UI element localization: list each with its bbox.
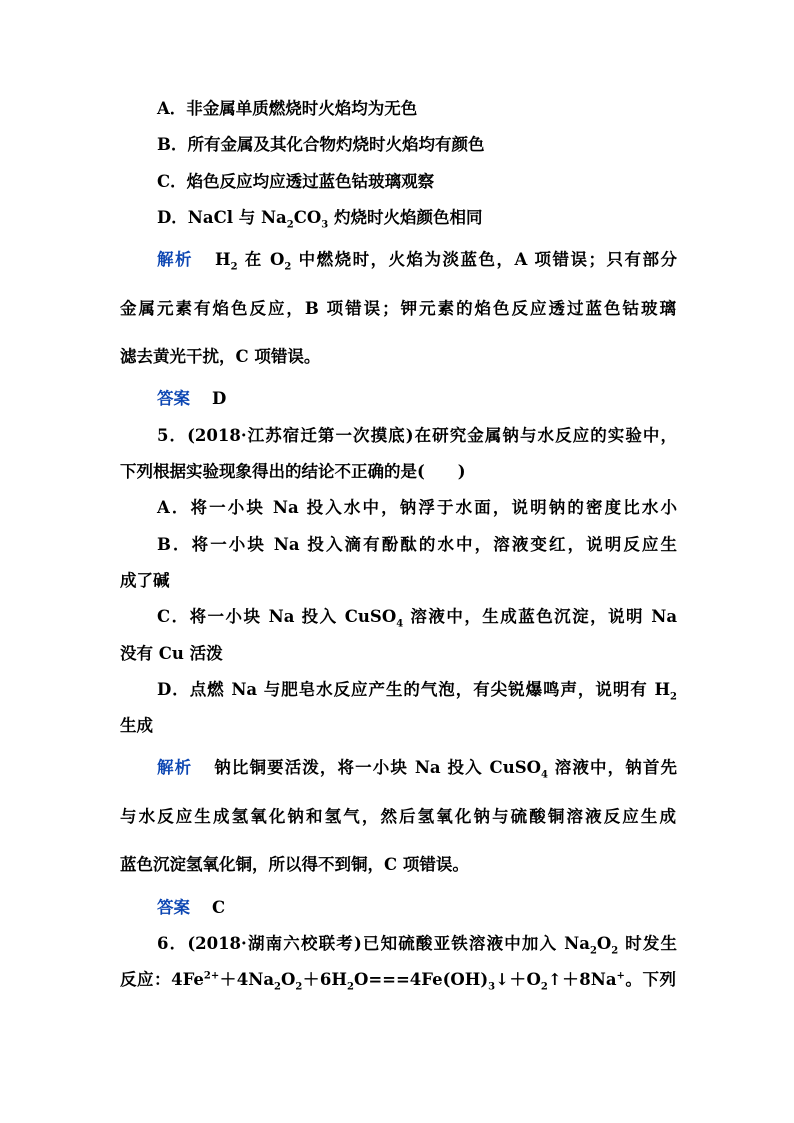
text-seg: 。下列	[624, 970, 676, 989]
subscript: 4	[540, 769, 548, 781]
q5-analysis-line-1	[157, 757, 677, 779]
answer-value: D	[212, 389, 227, 408]
subscript: 2	[540, 981, 548, 993]
q4-option-c: C．焰色反应均应透过蓝色钴玻璃观察	[157, 172, 435, 191]
subscript: 3	[488, 981, 496, 993]
subscript: 2	[230, 261, 238, 273]
q4-analysis-line-3: 滤去黄光干扰，C 项错误。	[120, 347, 321, 366]
subscript: 2	[284, 261, 292, 273]
q5-option-c-line-2: 没有 Cu 活泼	[120, 644, 223, 663]
q5-analysis-line-2: 与水反应生成氢氧化钠和氢气，然后氢氧化钠与硫酸铜溶液反应生成	[120, 807, 676, 826]
q5-option-d-line-1	[157, 679, 677, 701]
text-seg: D．点燃 Na 与肥皂水反应产生的气泡，有尖锐爆鸣声，说明有 H	[157, 680, 671, 699]
analysis-label: 解析	[157, 758, 193, 777]
q4-answer	[157, 388, 677, 410]
text-seg: 6．(2018·湖南六校联考)已知硫酸亚铁溶液中加入 Na	[157, 934, 590, 953]
text-seg: 反应：4Fe	[120, 970, 204, 989]
subscript: 2	[274, 981, 281, 993]
q6-stem-line-1	[157, 933, 677, 955]
subscript: 2	[295, 981, 303, 993]
text-seg: O===4Fe(OH)	[353, 970, 489, 989]
q4-option-b: B．所有金属及其化合物灼烧时火焰均有颜色	[157, 135, 485, 154]
subscript: 4	[396, 618, 404, 630]
q5-analysis-line-3: 蓝色沉淀氢氧化铜，所以得不到铜，C 项错误。	[120, 855, 469, 874]
subscript: 2	[670, 691, 677, 703]
text-seg: D．NaCl 与 Na	[157, 208, 287, 227]
text-seg: ↓＋O	[495, 970, 541, 989]
superscript: +	[616, 970, 625, 982]
subscript: 2	[611, 945, 619, 957]
q5-option-d-line-2: 生成	[120, 716, 153, 735]
q5-answer	[157, 897, 677, 919]
q5-stem-line-1: 5．(2018·江苏宿迁第一次摸底)在研究金属钠与水反应的实验中，	[157, 426, 677, 445]
q4-analysis-line-2: 金属元素有焰色反应，B 项错误；钾元素的焰色反应透过蓝色钴玻璃	[120, 299, 676, 318]
subscript: 2	[589, 945, 597, 957]
q5-option-a: A．将一小块 Na 投入水中，钠浮于水面，说明钠的密度比水小	[157, 498, 677, 517]
superscript: 2+	[203, 970, 220, 982]
text-seg: CO	[293, 208, 322, 227]
text-seg: 时发生	[618, 934, 677, 953]
q5-stem-line-2: 下列根据实验现象得出的结论不正确的是( )	[120, 462, 466, 481]
answer-value: C	[212, 898, 226, 917]
subscript: 2	[286, 219, 294, 231]
q6-stem-line-2	[120, 969, 676, 991]
text-seg: 溶液中，生成蓝色沉淀，说明 Na	[403, 607, 678, 626]
text-seg: 溶液中，钠首先	[547, 758, 677, 777]
text-seg: 灼烧时火焰颜色相同	[328, 208, 483, 227]
analysis-label: 解析	[157, 250, 193, 269]
text-seg: 在 O	[237, 250, 285, 269]
q4-option-a: A．非金属单质燃烧时火焰均为无色	[157, 99, 418, 118]
q5-option-b-line-2: 成了碱	[120, 571, 170, 590]
q4-analysis-line-1	[157, 249, 677, 271]
answer-label: 答案	[157, 389, 190, 408]
text-seg: O	[596, 934, 612, 953]
subscript: 2	[346, 981, 354, 993]
text-seg: O	[281, 970, 296, 989]
q4-option-d	[157, 207, 677, 229]
text-seg: C．将一小块 Na 投入 CuSO	[157, 607, 397, 626]
answer-label: 答案	[157, 898, 190, 917]
subscript: 3	[321, 219, 329, 231]
q5-option-c-line-1	[157, 606, 677, 628]
text-seg: 钠比铜要活泼，将一小块 Na 投入 CuSO	[214, 758, 541, 777]
text-seg: 中燃烧时，火焰为淡蓝色，A 项错误；只有部分	[291, 250, 677, 269]
text-seg: H	[214, 250, 231, 269]
text-seg: ↑＋8Na	[547, 970, 617, 989]
q5-option-b-line-1: B．将一小块 Na 投入滴有酚酞的水中，溶液变红，说明反应生	[157, 535, 677, 554]
text-seg: ＋6H	[302, 970, 347, 989]
text-seg: ＋4Na	[219, 970, 275, 989]
